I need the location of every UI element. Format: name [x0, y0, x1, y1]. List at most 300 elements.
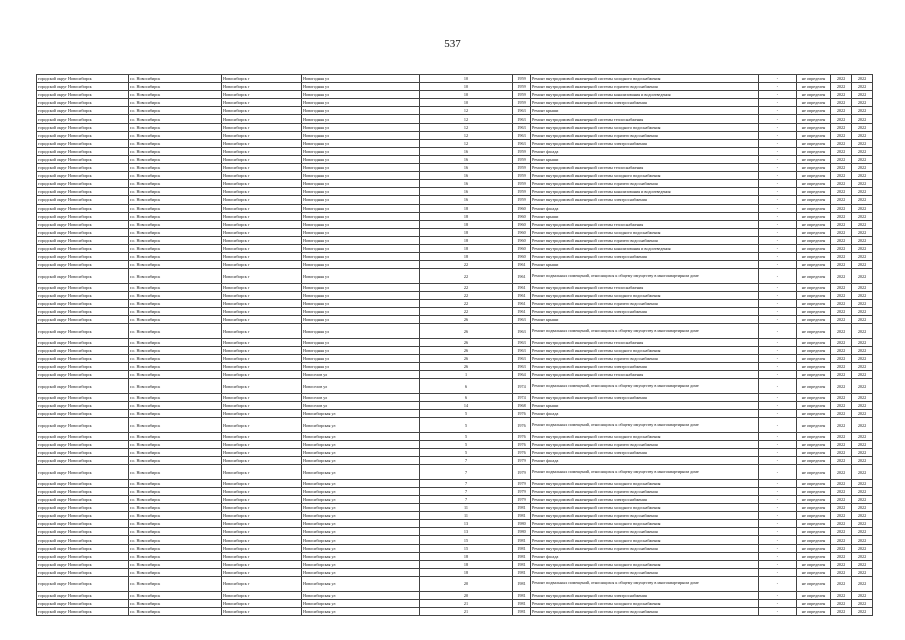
house-number-cell: 10	[420, 75, 513, 83]
build-year-cell: 1976	[513, 440, 531, 448]
city-cell: Новосибирск г	[222, 338, 302, 346]
city-cell: Новосибирск г	[222, 291, 302, 299]
cost-cell: -	[759, 402, 797, 410]
city-cell: Новосибирск г	[222, 568, 302, 576]
settlement-cell: г.о. Новосибирск	[129, 147, 222, 155]
street-cell: Новосибирская ул	[302, 449, 420, 457]
plan-year-start-cell: 2022	[831, 607, 852, 615]
city-cell: Новосибирск г	[222, 536, 302, 544]
build-year-cell: 1959	[513, 164, 531, 172]
house-number-cell: 13	[420, 520, 513, 528]
municipality-cell: городской округ Новосибирск	[37, 204, 129, 212]
plan-year-end-cell: 2022	[852, 338, 873, 346]
plan-year-start-cell: 2022	[831, 91, 852, 99]
street-cell: Новосибирская ул	[302, 479, 420, 487]
city-cell: Новосибирск г	[222, 440, 302, 448]
city-cell: Новосибирск г	[222, 576, 302, 591]
cost-cell: -	[759, 338, 797, 346]
street-cell: Новогодняя ул	[302, 172, 420, 180]
settlement-cell: г.о. Новосибирск	[129, 418, 222, 433]
work-type-cell: Ремонт внутридомовой инженерной системы горячего водоснабжения	[531, 528, 759, 536]
house-number-cell: 7	[420, 479, 513, 487]
plan-year-end-cell: 2022	[852, 115, 873, 123]
plan-year-end-cell: 2022	[852, 164, 873, 172]
build-year-cell: 1959	[513, 83, 531, 91]
settlement-cell: г.о. Новосибирск	[129, 115, 222, 123]
house-number-cell: 16	[420, 172, 513, 180]
settlement-cell: г.о. Новосибирск	[129, 308, 222, 316]
house-number-cell: 16	[420, 188, 513, 196]
plan-year-end-cell: 2022	[852, 139, 873, 147]
status-cell: не определен	[797, 316, 831, 324]
house-number-cell: 18	[420, 220, 513, 228]
municipality-cell: городской округ Новосибирск	[37, 449, 129, 457]
cost-cell: -	[759, 269, 797, 284]
status-cell: не определен	[797, 402, 831, 410]
settlement-cell: г.о. Новосибирск	[129, 164, 222, 172]
table-row	[37, 115, 873, 123]
plan-year-end-cell: 2022	[852, 83, 873, 91]
municipality-cell: городской округ Новосибирск	[37, 347, 129, 355]
table-row	[37, 599, 873, 607]
work-type-cell: Ремонт внутридомовой инженерной системы теплоснабжения	[531, 164, 759, 172]
build-year-cell: 1963	[513, 107, 531, 115]
municipality-cell: городской округ Новосибирск	[37, 544, 129, 552]
municipality-cell: городской округ Новосибирск	[37, 418, 129, 433]
street-cell: Новогодняя ул	[302, 244, 420, 252]
municipality-cell: городской округ Новосибирск	[37, 83, 129, 91]
cost-cell: -	[759, 552, 797, 560]
build-year-cell: 1976	[513, 410, 531, 418]
table-row	[37, 244, 873, 252]
house-number-cell: 11	[420, 504, 513, 512]
city-cell: Новосибирск г	[222, 371, 302, 379]
settlement-cell: г.о. Новосибирск	[129, 123, 222, 131]
plan-year-start-cell: 2022	[831, 512, 852, 520]
plan-year-start-cell: 2022	[831, 261, 852, 269]
municipality-cell: городской округ Новосибирск	[37, 147, 129, 155]
cost-cell: -	[759, 188, 797, 196]
street-cell: Новогодняя ул	[302, 308, 420, 316]
cost-cell: -	[759, 196, 797, 204]
work-type-cell: Ремонт внутридомовой инженерной системы канализования и водоотведения	[531, 91, 759, 99]
settlement-cell: г.о. Новосибирск	[129, 300, 222, 308]
municipality-cell: городской округ Новосибирск	[37, 520, 129, 528]
repair-registry-table	[36, 74, 873, 616]
plan-year-end-cell: 2022	[852, 131, 873, 139]
cost-cell: -	[759, 220, 797, 228]
street-cell: Новосибирская ул	[302, 560, 420, 568]
table-row	[37, 253, 873, 261]
work-type-cell: Ремонт внутридомовой инженерной системы холодного водоснабжения	[531, 75, 759, 83]
city-cell: Новосибирск г	[222, 552, 302, 560]
cost-cell: -	[759, 536, 797, 544]
cost-cell: -	[759, 75, 797, 83]
plan-year-start-cell: 2022	[831, 576, 852, 591]
work-type-cell: Ремонт внутридомовой инженерной системы канализования и водоотведения	[531, 244, 759, 252]
status-cell: не определен	[797, 131, 831, 139]
settlement-cell: г.о. Новосибирск	[129, 253, 222, 261]
plan-year-end-cell: 2022	[852, 147, 873, 155]
plan-year-start-cell: 2022	[831, 139, 852, 147]
city-cell: Новосибирск г	[222, 347, 302, 355]
house-number-cell: 7	[420, 465, 513, 480]
settlement-cell: г.о. Новосибирск	[129, 504, 222, 512]
status-cell: не определен	[797, 552, 831, 560]
settlement-cell: г.о. Новосибирск	[129, 347, 222, 355]
work-type-cell: Ремонт крыши	[531, 316, 759, 324]
work-type-cell: Ремонт внутридомовой инженерной системы электроснабжения	[531, 591, 759, 599]
house-number-cell: 20	[420, 576, 513, 591]
cost-cell: -	[759, 236, 797, 244]
cost-cell: -	[759, 228, 797, 236]
build-year-cell: 1960	[513, 228, 531, 236]
cost-cell: -	[759, 544, 797, 552]
table-row	[37, 261, 873, 269]
settlement-cell: г.о. Новосибирск	[129, 512, 222, 520]
settlement-cell: г.о. Новосибирск	[129, 139, 222, 147]
street-cell: Новогодняя ул	[302, 363, 420, 371]
status-cell: не определен	[797, 115, 831, 123]
table-row	[37, 544, 873, 552]
plan-year-end-cell: 2022	[852, 520, 873, 528]
status-cell: не определен	[797, 568, 831, 576]
work-type-cell: Ремонт подвальных помещений, относящихся к общему имуществу в многоквартирном доме	[531, 269, 759, 284]
plan-year-start-cell: 2022	[831, 440, 852, 448]
house-number-cell: 20	[420, 591, 513, 599]
table-row	[37, 123, 873, 131]
street-cell: Новогодняя ул	[302, 316, 420, 324]
build-year-cell: 1976	[513, 432, 531, 440]
table-row	[37, 576, 873, 591]
work-type-cell: Ремонт внутридомовой инженерной системы холодного водоснабжения	[531, 172, 759, 180]
house-number-cell: 26	[420, 316, 513, 324]
table-row	[37, 338, 873, 346]
table-row	[37, 568, 873, 576]
house-number-cell: 12	[420, 131, 513, 139]
work-type-cell: Ремонт внутридомовой инженерной системы электроснабжения	[531, 253, 759, 261]
plan-year-end-cell: 2022	[852, 253, 873, 261]
city-cell: Новосибирск г	[222, 393, 302, 401]
plan-year-start-cell: 2022	[831, 457, 852, 465]
city-cell: Новосибирск г	[222, 123, 302, 131]
cost-cell: -	[759, 99, 797, 107]
status-cell: не определен	[797, 123, 831, 131]
street-cell: Новосибирская ул	[302, 465, 420, 480]
table-row	[37, 139, 873, 147]
cost-cell: -	[759, 393, 797, 401]
cost-cell: -	[759, 528, 797, 536]
plan-year-end-cell: 2022	[852, 393, 873, 401]
settlement-cell: г.о. Новосибирск	[129, 220, 222, 228]
municipality-cell: городской округ Новосибирск	[37, 261, 129, 269]
work-type-cell: Ремонт фасада	[531, 457, 759, 465]
cost-cell: -	[759, 91, 797, 99]
plan-year-end-cell: 2022	[852, 457, 873, 465]
plan-year-end-cell: 2022	[852, 536, 873, 544]
table-row	[37, 393, 873, 401]
settlement-cell: г.о. Новосибирск	[129, 560, 222, 568]
plan-year-end-cell: 2022	[852, 283, 873, 291]
plan-year-end-cell: 2022	[852, 355, 873, 363]
work-type-cell: Ремонт внутридомовой инженерной системы холодного водоснабжения	[531, 560, 759, 568]
plan-year-start-cell: 2022	[831, 188, 852, 196]
work-type-cell: Ремонт крыши	[531, 107, 759, 115]
house-number-cell: 18	[420, 253, 513, 261]
build-year-cell: 1974	[513, 393, 531, 401]
build-year-cell: 1963	[513, 115, 531, 123]
build-year-cell: 1959	[513, 91, 531, 99]
settlement-cell: г.о. Новосибирск	[129, 155, 222, 163]
plan-year-start-cell: 2022	[831, 115, 852, 123]
municipality-cell: городской округ Новосибирск	[37, 440, 129, 448]
cost-cell: -	[759, 107, 797, 115]
plan-year-start-cell: 2022	[831, 283, 852, 291]
status-cell: не определен	[797, 269, 831, 284]
municipality-cell: городской округ Новосибирск	[37, 607, 129, 615]
plan-year-end-cell: 2022	[852, 188, 873, 196]
plan-year-start-cell: 2022	[831, 316, 852, 324]
city-cell: Новосибирск г	[222, 355, 302, 363]
table-row	[37, 283, 873, 291]
municipality-cell: городской округ Новосибирск	[37, 75, 129, 83]
plan-year-start-cell: 2022	[831, 393, 852, 401]
settlement-cell: г.о. Новосибирск	[129, 107, 222, 115]
house-number-cell: 16	[420, 155, 513, 163]
table-row	[37, 363, 873, 371]
work-type-cell: Ремонт внутридомовой инженерной системы холодного водоснабжения	[531, 291, 759, 299]
build-year-cell: 1960	[513, 244, 531, 252]
municipality-cell: городской округ Новосибирск	[37, 291, 129, 299]
city-cell: Новосибирск г	[222, 308, 302, 316]
settlement-cell: г.о. Новосибирск	[129, 283, 222, 291]
settlement-cell: г.о. Новосибирск	[129, 544, 222, 552]
plan-year-end-cell: 2022	[852, 212, 873, 220]
municipality-cell: городской округ Новосибирск	[37, 123, 129, 131]
house-number-cell: 26	[420, 355, 513, 363]
table-row	[37, 75, 873, 83]
build-year-cell: 1963	[513, 131, 531, 139]
plan-year-start-cell: 2022	[831, 75, 852, 83]
work-type-cell: Ремонт внутридомовой инженерной системы горячего водоснабжения	[531, 512, 759, 520]
plan-year-start-cell: 2022	[831, 123, 852, 131]
city-cell: Новосибирск г	[222, 75, 302, 83]
municipality-cell: городской округ Новосибирск	[37, 536, 129, 544]
status-cell: не определен	[797, 393, 831, 401]
status-cell: не определен	[797, 363, 831, 371]
street-cell: Новосибирская ул	[302, 576, 420, 591]
city-cell: Новосибирск г	[222, 544, 302, 552]
table-row	[37, 418, 873, 433]
house-number-cell: 22	[420, 308, 513, 316]
work-type-cell: Ремонт внутридомовой инженерной системы электроснабжения	[531, 139, 759, 147]
settlement-cell: г.о. Новосибирск	[129, 204, 222, 212]
plan-year-end-cell: 2022	[852, 180, 873, 188]
plan-year-end-cell: 2022	[852, 75, 873, 83]
settlement-cell: г.о. Новосибирск	[129, 393, 222, 401]
city-cell: Новосибирск г	[222, 147, 302, 155]
table-row	[37, 180, 873, 188]
house-number-cell: 18	[420, 228, 513, 236]
status-cell: не определен	[797, 83, 831, 91]
house-number-cell: 10	[420, 91, 513, 99]
plan-year-end-cell: 2022	[852, 479, 873, 487]
plan-year-start-cell: 2022	[831, 449, 852, 457]
settlement-cell: г.о. Новосибирск	[129, 172, 222, 180]
table-row	[37, 479, 873, 487]
house-number-cell: 10	[420, 99, 513, 107]
status-cell: не определен	[797, 379, 831, 394]
build-year-cell: 1974	[513, 379, 531, 394]
street-cell: Новогодняя ул	[302, 338, 420, 346]
plan-year-start-cell: 2022	[831, 528, 852, 536]
city-cell: Новосибирск г	[222, 204, 302, 212]
table-row	[37, 107, 873, 115]
plan-year-end-cell: 2022	[852, 465, 873, 480]
build-year-cell: 1959	[513, 180, 531, 188]
work-type-cell: Ремонт внутридомовой инженерной системы электроснабжения	[531, 363, 759, 371]
city-cell: Новосибирск г	[222, 607, 302, 615]
work-type-cell: Ремонт внутридомовой инженерной системы холодного водоснабжения	[531, 432, 759, 440]
table-row	[37, 220, 873, 228]
city-cell: Новосибирск г	[222, 196, 302, 204]
status-cell: не определен	[797, 99, 831, 107]
status-cell: не определен	[797, 457, 831, 465]
plan-year-start-cell: 2022	[831, 155, 852, 163]
build-year-cell: 1979	[513, 457, 531, 465]
cost-cell: -	[759, 261, 797, 269]
municipality-cell: городской округ Новосибирск	[37, 107, 129, 115]
status-cell: не определен	[797, 228, 831, 236]
build-year-cell: 1981	[513, 504, 531, 512]
table-row	[37, 164, 873, 172]
city-cell: Новосибирск г	[222, 316, 302, 324]
house-number-cell: 18	[420, 204, 513, 212]
table-row	[37, 528, 873, 536]
cost-cell: -	[759, 291, 797, 299]
house-number-cell: 16	[420, 147, 513, 155]
status-cell: не определен	[797, 560, 831, 568]
table-row	[37, 212, 873, 220]
table-row	[37, 300, 873, 308]
house-number-cell: 26	[420, 324, 513, 339]
plan-year-end-cell: 2022	[852, 560, 873, 568]
status-cell: не определен	[797, 347, 831, 355]
street-cell: Новосибирская ул	[302, 457, 420, 465]
build-year-cell: 1980	[513, 528, 531, 536]
work-type-cell: Ремонт фасада	[531, 204, 759, 212]
table-row	[37, 560, 873, 568]
cost-cell: -	[759, 139, 797, 147]
plan-year-start-cell: 2022	[831, 196, 852, 204]
plan-year-end-cell: 2022	[852, 196, 873, 204]
municipality-cell: городской округ Новосибирск	[37, 479, 129, 487]
city-cell: Новосибирск г	[222, 465, 302, 480]
plan-year-start-cell: 2022	[831, 599, 852, 607]
build-year-cell: 1959	[513, 99, 531, 107]
work-type-cell: Ремонт подвальных помещений, относящихся к общему имуществу в многоквартирном доме	[531, 418, 759, 433]
cost-cell: -	[759, 355, 797, 363]
cost-cell: -	[759, 520, 797, 528]
work-type-cell: Ремонт внутридомовой инженерной системы теплоснабжения	[531, 371, 759, 379]
plan-year-start-cell: 2022	[831, 236, 852, 244]
street-cell: Новогодняя ул	[302, 228, 420, 236]
status-cell: не определен	[797, 536, 831, 544]
street-cell: Новогодняя ул	[302, 188, 420, 196]
municipality-cell: городской округ Новосибирск	[37, 487, 129, 495]
status-cell: не определен	[797, 324, 831, 339]
house-number-cell: 22	[420, 283, 513, 291]
plan-year-end-cell: 2022	[852, 220, 873, 228]
house-number-cell: 12	[420, 107, 513, 115]
plan-year-start-cell: 2022	[831, 244, 852, 252]
plan-year-start-cell: 2022	[831, 536, 852, 544]
cost-cell: -	[759, 371, 797, 379]
street-cell: Новоселов ул	[302, 402, 420, 410]
municipality-cell: городской округ Новосибирск	[37, 172, 129, 180]
work-type-cell: Ремонт внутридомовой инженерной системы горячего водоснабжения	[531, 180, 759, 188]
cost-cell: -	[759, 449, 797, 457]
street-cell: Новогодняя ул	[302, 291, 420, 299]
plan-year-start-cell: 2022	[831, 591, 852, 599]
plan-year-end-cell: 2022	[852, 300, 873, 308]
work-type-cell: Ремонт внутридомовой инженерной системы горячего водоснабжения	[531, 300, 759, 308]
municipality-cell: городской округ Новосибирск	[37, 457, 129, 465]
settlement-cell: г.о. Новосибирск	[129, 261, 222, 269]
status-cell: не определен	[797, 155, 831, 163]
city-cell: Новосибирск г	[222, 496, 302, 504]
plan-year-start-cell: 2022	[831, 172, 852, 180]
settlement-cell: г.о. Новосибирск	[129, 576, 222, 591]
municipality-cell: городской округ Новосибирск	[37, 236, 129, 244]
settlement-cell: г.о. Новосибирск	[129, 291, 222, 299]
build-year-cell: 1963	[513, 338, 531, 346]
build-year-cell: 1961	[513, 283, 531, 291]
municipality-cell: городской округ Новосибирск	[37, 496, 129, 504]
city-cell: Новосибирск г	[222, 487, 302, 495]
plan-year-start-cell: 2022	[831, 568, 852, 576]
street-cell: Новосибирская ул	[302, 591, 420, 599]
municipality-cell: городской округ Новосибирск	[37, 371, 129, 379]
status-cell: не определен	[797, 308, 831, 316]
city-cell: Новосибирск г	[222, 269, 302, 284]
house-number-cell: 11	[420, 512, 513, 520]
settlement-cell: г.о. Новосибирск	[129, 528, 222, 536]
plan-year-start-cell: 2022	[831, 147, 852, 155]
plan-year-start-cell: 2022	[831, 308, 852, 316]
work-type-cell: Ремонт внутридомовой инженерной системы электроснабжения	[531, 393, 759, 401]
plan-year-start-cell: 2022	[831, 479, 852, 487]
build-year-cell: 1981	[513, 607, 531, 615]
status-cell: не определен	[797, 338, 831, 346]
street-cell: Новогодняя ул	[302, 300, 420, 308]
table-row	[37, 591, 873, 599]
plan-year-start-cell: 2022	[831, 355, 852, 363]
build-year-cell: 1981	[513, 552, 531, 560]
plan-year-end-cell: 2022	[852, 236, 873, 244]
house-number-cell: 13	[420, 528, 513, 536]
house-number-cell: 6	[420, 379, 513, 394]
settlement-cell: г.о. Новосибирск	[129, 410, 222, 418]
cost-cell: -	[759, 115, 797, 123]
work-type-cell: Ремонт внутридомовой инженерной системы теплоснабжения	[531, 338, 759, 346]
plan-year-end-cell: 2022	[852, 607, 873, 615]
table-row	[37, 155, 873, 163]
street-cell: Новосибирская ул	[302, 520, 420, 528]
municipality-cell: городской округ Новосибирск	[37, 228, 129, 236]
house-number-cell: 12	[420, 123, 513, 131]
settlement-cell: г.о. Новосибирск	[129, 599, 222, 607]
